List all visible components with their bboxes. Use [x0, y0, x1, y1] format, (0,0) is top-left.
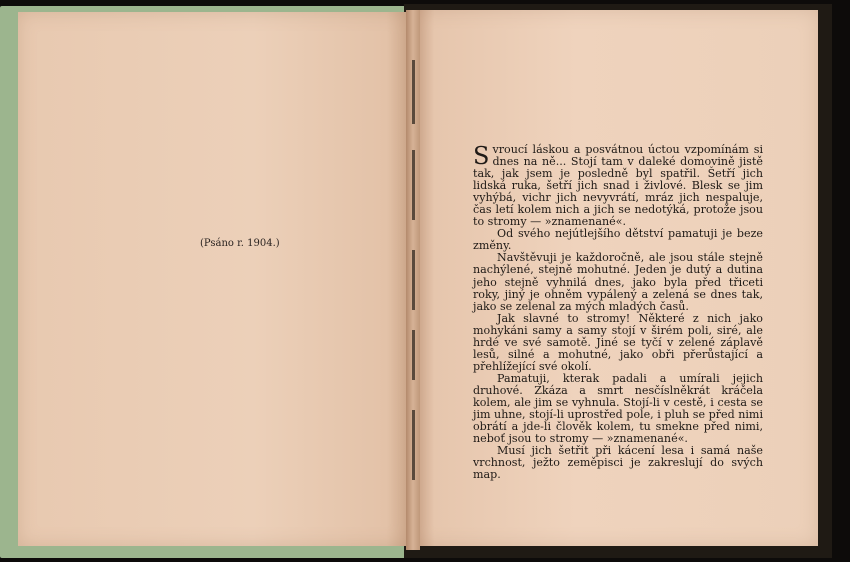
paragraph: Od svého nejútlejšího dětství pamatuji je beze změny.: [473, 227, 763, 253]
paragraph: Jak slavné to stromy! Některé z nich jako mohykáni samy a samy stojí v širém poli, siré, ale hrdé ve své samotě. Jiné se tyčí v zelené záplavě lesů, silné a mohutné, jako obři přerůstající a přehlížející své okolí.: [473, 311, 763, 373]
binding-stitch: [412, 150, 415, 220]
binding-stitch: [412, 250, 415, 310]
chapter-text: [473, 144, 763, 481]
drop-cap: S: [473, 142, 490, 170]
paragraph: Navštěvuji je každoročně, ale jsou stále stejně nachýlené, stejně mohutné. Jeden je dutý a dutina jeho stejně vyhnilá dnes, jako byla před třiceti roky, jiný je ohněm vypálený a zelená se dnes tak, jako se zelenal za mých mladých časů.: [473, 251, 763, 313]
paragraph-text: vroucí láskou a posvátnou úctou vzpomínám si dnes na ně... Stojí tam v daleké domovině jistě tak, jak jsem je posledně byl spatřil. Šetří jich lidská ruka, šetří jich snad i živlové. Blesk se jim vyhýbá, vichr jich nevyvrátí, mráz jich nespaluje, čas letí kolem nich a jich se nedotýká, protože jsou to stromy — »znamenané«.: [473, 143, 763, 229]
paragraph: [473, 144, 763, 228]
paragraph: Pamatuji, kterak padali a umírali jejich druhové. Zkáza a smrt nesčíslněkrát kráčela kolem, ale jim se vyhnula. Stojí-li v cestě, i cesta se jim uhne, stojí-li uprostřed pole, i pluh se před nimi obrátí a jde-li člověk kolem, tu smekne před nimi, neboť jsou to stromy — »znamenané«.: [473, 371, 763, 446]
left-page: [18, 12, 410, 546]
paragraph: Musí jich šetřit při kácení lesa i samá naše vrchnost, ježto zeměpisci je zakreslují do svých map.: [473, 444, 763, 482]
binding-stitch: [412, 330, 415, 380]
binding-stitch: [412, 410, 415, 480]
written-date-caption: (Psáno r. 1904.): [200, 238, 280, 249]
binding-stitch: [412, 60, 415, 124]
